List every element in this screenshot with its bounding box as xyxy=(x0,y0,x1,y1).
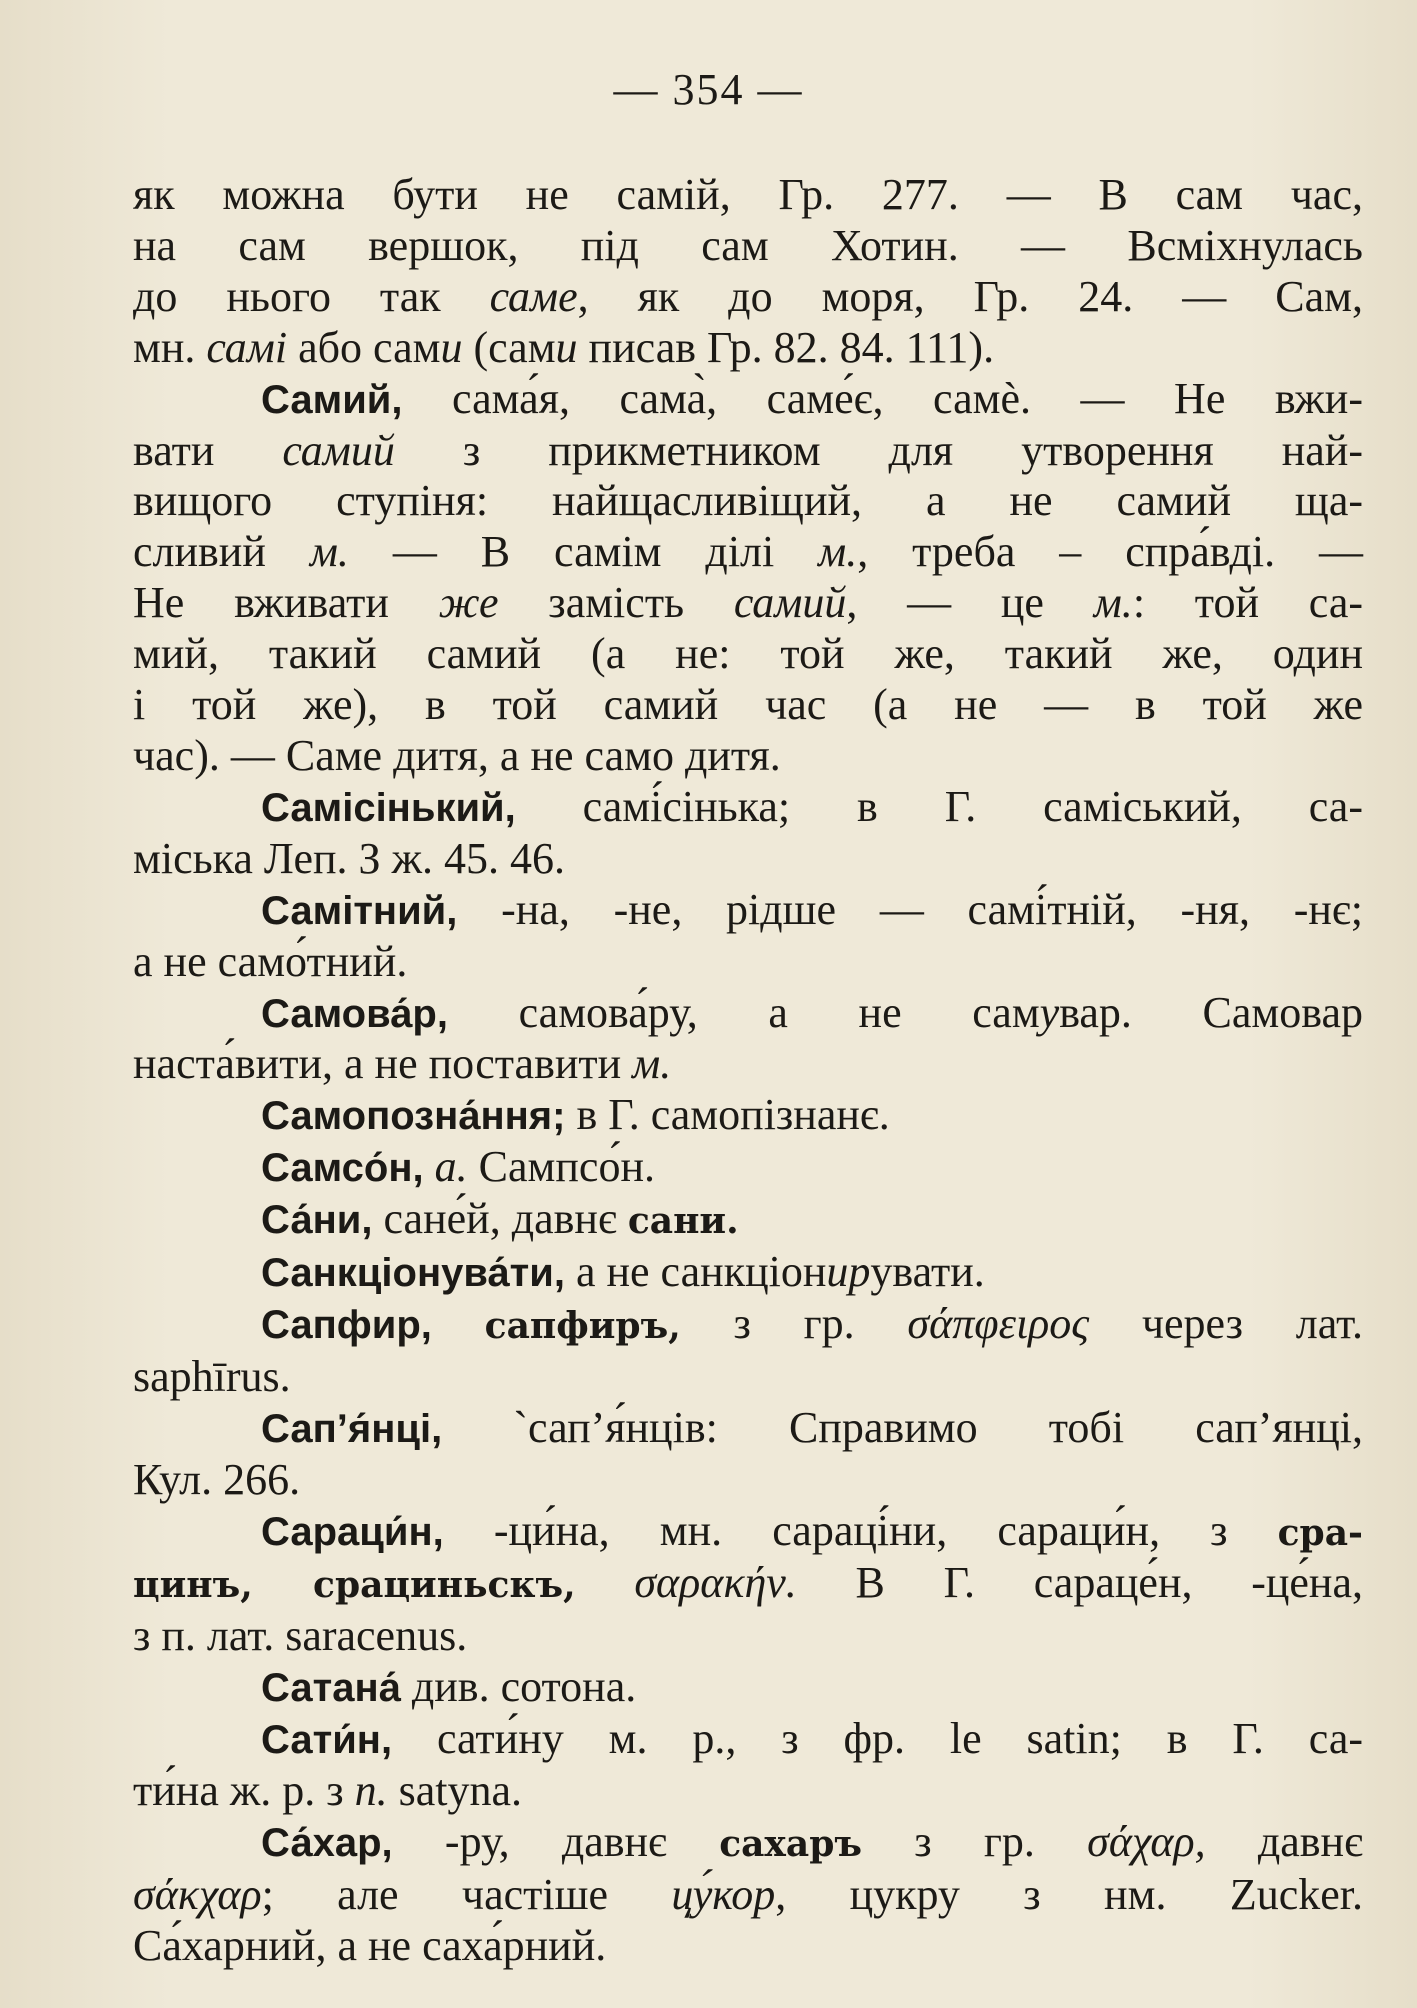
text-run: В Г. сараце́н, -це́на, xyxy=(796,1558,1363,1608)
text-run: міська Леп. З ж. 45. 46. xyxy=(133,833,565,883)
text-line xyxy=(133,527,1363,578)
text-run: через лат. xyxy=(1089,1298,1363,1348)
headword: Сатана́ xyxy=(261,1666,401,1711)
text-run: , треба – спра́вді. — xyxy=(857,527,1363,577)
text-run: сати́ну м. р., з фр. le satin; в Г. са- xyxy=(392,1714,1363,1764)
text-run: -ру, давнє xyxy=(392,1817,720,1866)
headword: Са́ни, xyxy=(261,1198,373,1243)
text-run: вати xyxy=(133,425,283,475)
italic-run: σαρακήν. xyxy=(634,1558,797,1608)
text-line xyxy=(133,426,1363,477)
text-run: satyna. xyxy=(387,1766,523,1816)
text-line xyxy=(133,1352,1363,1403)
text-line xyxy=(133,1611,1363,1662)
text-run: з прикметником для утворення най- xyxy=(394,425,1363,475)
italic-run: м. xyxy=(632,1039,672,1089)
text-run xyxy=(424,1142,435,1191)
italic-run: σάκχαρ xyxy=(133,1869,262,1919)
italic-run: самий xyxy=(733,578,847,628)
italic-run: и xyxy=(440,322,463,372)
church-slavonic-run: сахаръ xyxy=(719,1823,863,1865)
text-run: час). — Саме дитя, а не само дитя. xyxy=(133,730,781,780)
italic-run: цу́кор xyxy=(671,1869,776,1919)
church-slavonic-run: сапфиръ, xyxy=(484,1304,681,1347)
text-run: Сампсо́н. xyxy=(467,1142,655,1192)
headword: Санкціонува́ти, xyxy=(261,1251,565,1296)
text-run xyxy=(576,1558,635,1607)
headword: Сати́н, xyxy=(261,1718,393,1763)
italic-run: м. xyxy=(1093,578,1133,628)
text-run: , як до моря, Гр. 24. — Сам, xyxy=(577,271,1363,321)
text-line xyxy=(133,272,1363,323)
headword: Самітний, xyxy=(261,888,458,933)
headword: Самісінький, xyxy=(261,785,516,830)
text-run: ; але частіше xyxy=(261,1869,672,1919)
text-run: див. сотона. xyxy=(400,1662,637,1712)
text-line xyxy=(133,1817,1363,1870)
text-run: самі́сінька; в Г. саміський, са- xyxy=(515,781,1363,831)
text-run: увати. xyxy=(870,1247,985,1297)
text-run: з п. лат. saracenus. xyxy=(133,1611,468,1661)
italic-run: а. xyxy=(434,1142,468,1192)
text-line xyxy=(133,1142,1363,1194)
text-line xyxy=(133,578,1363,629)
italic-run: саме xyxy=(489,271,578,321)
text-run: на сам вершок, під сам Хотин. — Всміхнулась xyxy=(133,220,1363,270)
italic-run: п. xyxy=(354,1766,388,1816)
text-run: давнє xyxy=(1205,1817,1363,1866)
text-line xyxy=(133,629,1363,680)
headword: Сапфир, xyxy=(261,1302,432,1347)
text-run: самова́ру, а не сам xyxy=(447,987,1040,1037)
text-run: вар. Самовар xyxy=(1059,987,1363,1037)
text-run: saphīrus. xyxy=(133,1351,291,1401)
italic-run: самі xyxy=(206,322,288,372)
church-slavonic-run: цинъ, срациньскъ, xyxy=(133,1564,576,1607)
text-line xyxy=(133,1558,1363,1611)
text-run: сане́й, давнє xyxy=(372,1194,628,1244)
text-run: -ци́на, мн. сараці́ни, сараци́н, з xyxy=(443,1505,1278,1555)
text-line xyxy=(133,1766,1363,1817)
text-run: замість xyxy=(498,578,734,628)
text-run: а не санкціон xyxy=(564,1247,827,1297)
text-run: з гр. xyxy=(680,1298,908,1348)
text-line xyxy=(133,1714,1363,1766)
text-run: Кул. 266. xyxy=(133,1454,301,1504)
italic-run: ир xyxy=(826,1247,871,1297)
text-line xyxy=(133,937,1363,988)
text-run: (сам xyxy=(462,322,556,372)
text-run: -на, -не, рідше — самі́тній, -ня, -нє; xyxy=(457,884,1363,934)
headword: Сап’я́нці, xyxy=(261,1406,443,1451)
italic-run: самий xyxy=(282,425,395,475)
text-run xyxy=(432,1299,485,1348)
text-line xyxy=(133,1870,1363,1921)
text-line xyxy=(133,1247,1363,1299)
italic-run: σάπφειρος xyxy=(907,1298,1090,1348)
text-run: Не вживати xyxy=(133,578,439,628)
italic-run: и xyxy=(555,322,578,372)
text-run: з гр. xyxy=(862,1817,1088,1866)
text-line xyxy=(133,1662,1363,1714)
page-number: — 354 — xyxy=(613,65,804,114)
italic-run: м. xyxy=(309,527,349,577)
text-line xyxy=(133,1299,1363,1352)
text-run: вищого ступіня: найщасливіщий, а не самий ща- xyxy=(133,476,1363,526)
text-line xyxy=(133,221,1363,272)
italic-run: σάχαρ, xyxy=(1087,1817,1206,1866)
text-line xyxy=(133,731,1363,782)
headword: Сараци́н, xyxy=(261,1509,444,1554)
text-run: мий, такий самий (а не: той же, такий же, один xyxy=(133,629,1363,679)
text-line xyxy=(133,1194,1363,1247)
text-line xyxy=(133,885,1363,937)
text-run: і той же), в той самий час (а не — в той же xyxy=(133,680,1363,730)
text-line xyxy=(133,1403,1363,1455)
text-run: а не само́тний. xyxy=(133,936,408,986)
church-slavonic-run: сани. xyxy=(627,1200,739,1243)
dictionary-text xyxy=(133,170,1363,1972)
church-slavonic-run: сра- xyxy=(1277,1511,1363,1554)
text-line xyxy=(133,476,1363,527)
text-line xyxy=(133,1921,1363,1972)
headword: Самова́р, xyxy=(261,991,448,1036)
headword: Самопозна́ння; xyxy=(261,1094,566,1139)
text-line xyxy=(133,782,1363,834)
text-run: `сап’я́нців: Справимо тобі сап’янці, xyxy=(442,1402,1363,1452)
text-run: — В самім ділі xyxy=(348,527,819,577)
text-line xyxy=(133,680,1363,731)
text-run: писав Гр. 82. 84. 111). xyxy=(577,322,995,372)
text-line xyxy=(133,374,1363,426)
italic-run: м. xyxy=(818,527,858,577)
text-line xyxy=(133,1455,1363,1506)
text-run: : той са- xyxy=(1132,578,1364,628)
text-run: до нього так xyxy=(133,271,490,321)
headword: Самий, xyxy=(261,377,403,422)
text-run: Са́харний, а не саха́рний. xyxy=(133,1920,607,1970)
text-run: , цукру з нм. Zucker. xyxy=(775,1869,1363,1919)
text-run: або сам xyxy=(287,322,441,372)
headword: Самсо́н, xyxy=(261,1146,424,1191)
italic-run: у xyxy=(1039,987,1060,1037)
text-run: наста́вити, а не поставити xyxy=(133,1039,633,1089)
text-run: сливий xyxy=(133,527,310,577)
text-run: ти́на ж. р. з xyxy=(133,1766,355,1816)
text-line xyxy=(133,834,1363,885)
text-line xyxy=(133,323,1363,374)
italic-run: же xyxy=(438,578,499,628)
text-run: сама́я, сама̀, саме́є, самѐ. — Не вжи- xyxy=(402,373,1363,423)
text-run: , — це xyxy=(846,578,1094,628)
text-line xyxy=(133,988,1363,1040)
text-run: мн. xyxy=(133,322,207,372)
text-run: як можна бути не самій, Гр. 277. — В сам час, xyxy=(133,170,1363,219)
text-line xyxy=(133,170,1363,221)
text-line xyxy=(133,1039,1363,1090)
text-line xyxy=(133,1090,1363,1142)
text-run: в Г. самопізнанє. xyxy=(565,1090,890,1140)
text-line xyxy=(133,1506,1363,1559)
headword: Са́хар, xyxy=(261,1821,393,1865)
